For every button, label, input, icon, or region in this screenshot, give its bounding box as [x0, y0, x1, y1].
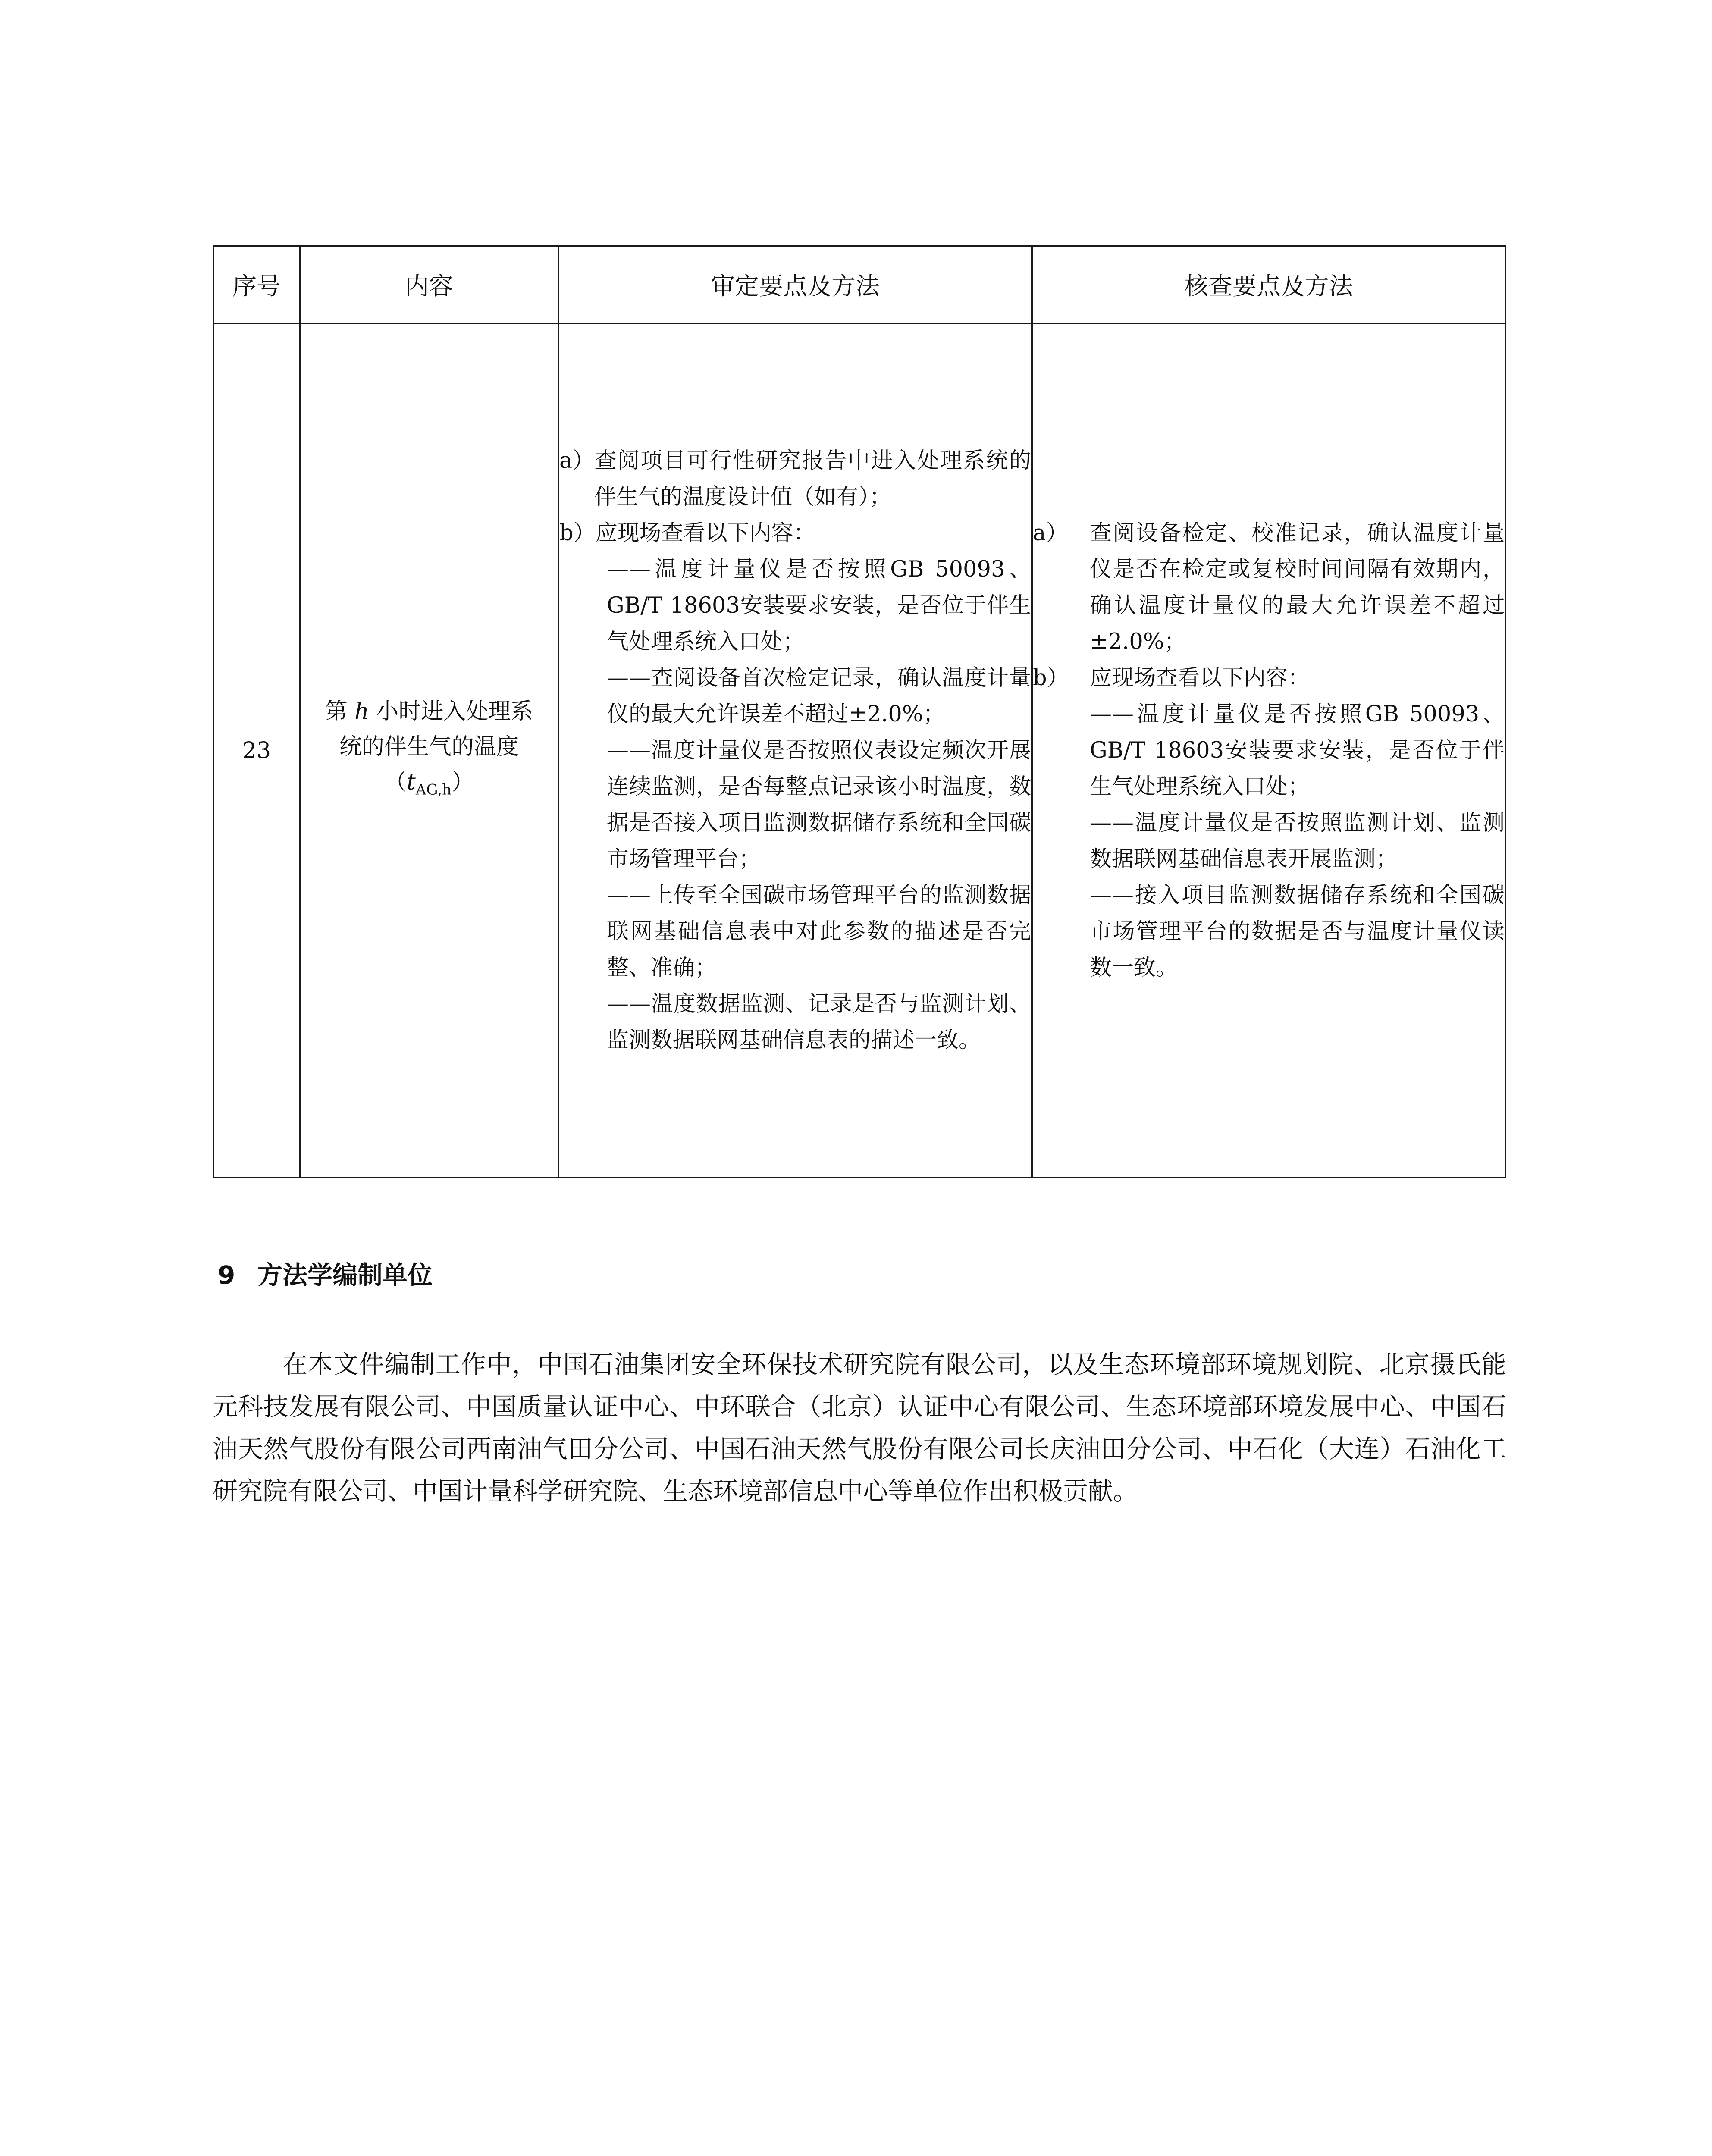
review-sub-list	[559, 552, 1031, 1059]
content-paren-open: （	[384, 769, 407, 795]
section-paragraph: 在本文件编制工作中，中国石油集团安全环保技术研究院有限公司，以及生态环境部环境规划院、北京摄氏能元科技发展有限公司、中国质量认证中心、中环联合（北京）认证中心有限公司、生态环境部环境发展中心、中国石油天然气股份有限公司西南油气田分公司、中国石油天然气股份有限公司长庆油田分公司、中石化（大连）石油化工研究院有限公司、中国计量科学研究院、生态环境部信息中心等单位作出积极贡献。	[213, 1350, 1506, 1506]
row-content	[300, 323, 558, 1178]
content-suffix: 小时进入处理系	[376, 698, 533, 724]
row-verify-method	[1032, 323, 1505, 1178]
header-content: 内容	[300, 246, 558, 323]
section-number: 9	[218, 1260, 235, 1290]
content-line-1	[301, 694, 558, 729]
verify-item-b	[1033, 660, 1505, 696]
table-row	[213, 323, 1505, 1178]
review-item-a-marker: a）	[559, 448, 595, 473]
verify-item-a	[1033, 515, 1505, 660]
review-table	[213, 245, 1506, 1178]
review-sub-item: ——温度计量仪是否按照仪表设定频次开展连续监测，是否每整点记录该小时温度，数据是否接入项目监测数据储存系统和全国碳市场管理平台；	[607, 737, 1031, 872]
review-sub-item: ——上传至全国碳市场管理平台的监测数据联网基础信息表中对此参数的描述是否完整、准确；	[607, 882, 1031, 981]
verify-sub-item: ——温度计量仪是否按照监测计划、监测数据联网基础信息表开展监测；	[1090, 810, 1505, 872]
header-number: 序号	[213, 246, 300, 323]
review-sub-item: ——温度计量仪是否按照GB 50093、GB/T 18603安装要求安装，是否位于伴生气处理系统入口处；	[607, 556, 1031, 655]
review-item-b	[559, 515, 1031, 552]
verify-sub-item: ——温度计量仪是否按照GB 50093、GB/T 18603安装要求安装，是否位于伴生气处理系统入口处；	[1090, 701, 1505, 799]
content-line-3	[301, 765, 558, 807]
row-number: 23	[213, 323, 300, 1178]
row-review-method	[558, 323, 1032, 1178]
review-item-b-marker: b）	[559, 520, 596, 546]
section-title: 方法学编制单位	[257, 1260, 433, 1290]
verify-sub-list	[1033, 696, 1505, 986]
content-variable-t: t	[406, 769, 416, 795]
review-item-b-text: 应现场查看以下内容：	[595, 520, 815, 546]
verify-item-a-marker: a）	[1033, 520, 1068, 546]
header-verify-method: 核查要点及方法	[1032, 246, 1505, 323]
review-item-a	[559, 443, 1031, 515]
content-line-2: 统的伴生气的温度	[339, 733, 519, 760]
verify-item-b-marker: b）	[1033, 665, 1069, 691]
verify-item-b-text: 应现场查看以下内容：	[1090, 665, 1310, 691]
section-heading	[218, 1255, 433, 1291]
verify-item-a-text: 查阅设备检定、校准记录，确认温度计量仪是否在检定或复校时间间隔有效期内，确认温度计量仪的最大允许误差不超过±2.0%；	[1090, 520, 1505, 655]
table-header-row	[213, 246, 1505, 323]
content-prefix: 第	[325, 698, 348, 724]
header-review-method: 审定要点及方法	[558, 246, 1032, 323]
verify-sub-item: ——接入项目监测数据储存系统和全国碳市场管理平台的数据是否与温度计量仪读数一致。	[1090, 882, 1505, 981]
content-variable-subscript: AG,h	[415, 781, 452, 799]
review-sub-item: ——查阅设备首次检定记录，确认温度计量仪的最大允许误差不超过±2.0%；	[607, 665, 1031, 727]
review-sub-item: ——温度数据监测、记录是否与监测计划、监测数据联网基础信息表的描述一致。	[607, 991, 1031, 1053]
content-variable-h: h	[354, 698, 369, 724]
review-item-a-text: 查阅项目可行性研究报告中进入处理系统的伴生气的温度设计值（如有）；	[594, 448, 1031, 510]
content-paren-close: ）	[452, 769, 474, 795]
